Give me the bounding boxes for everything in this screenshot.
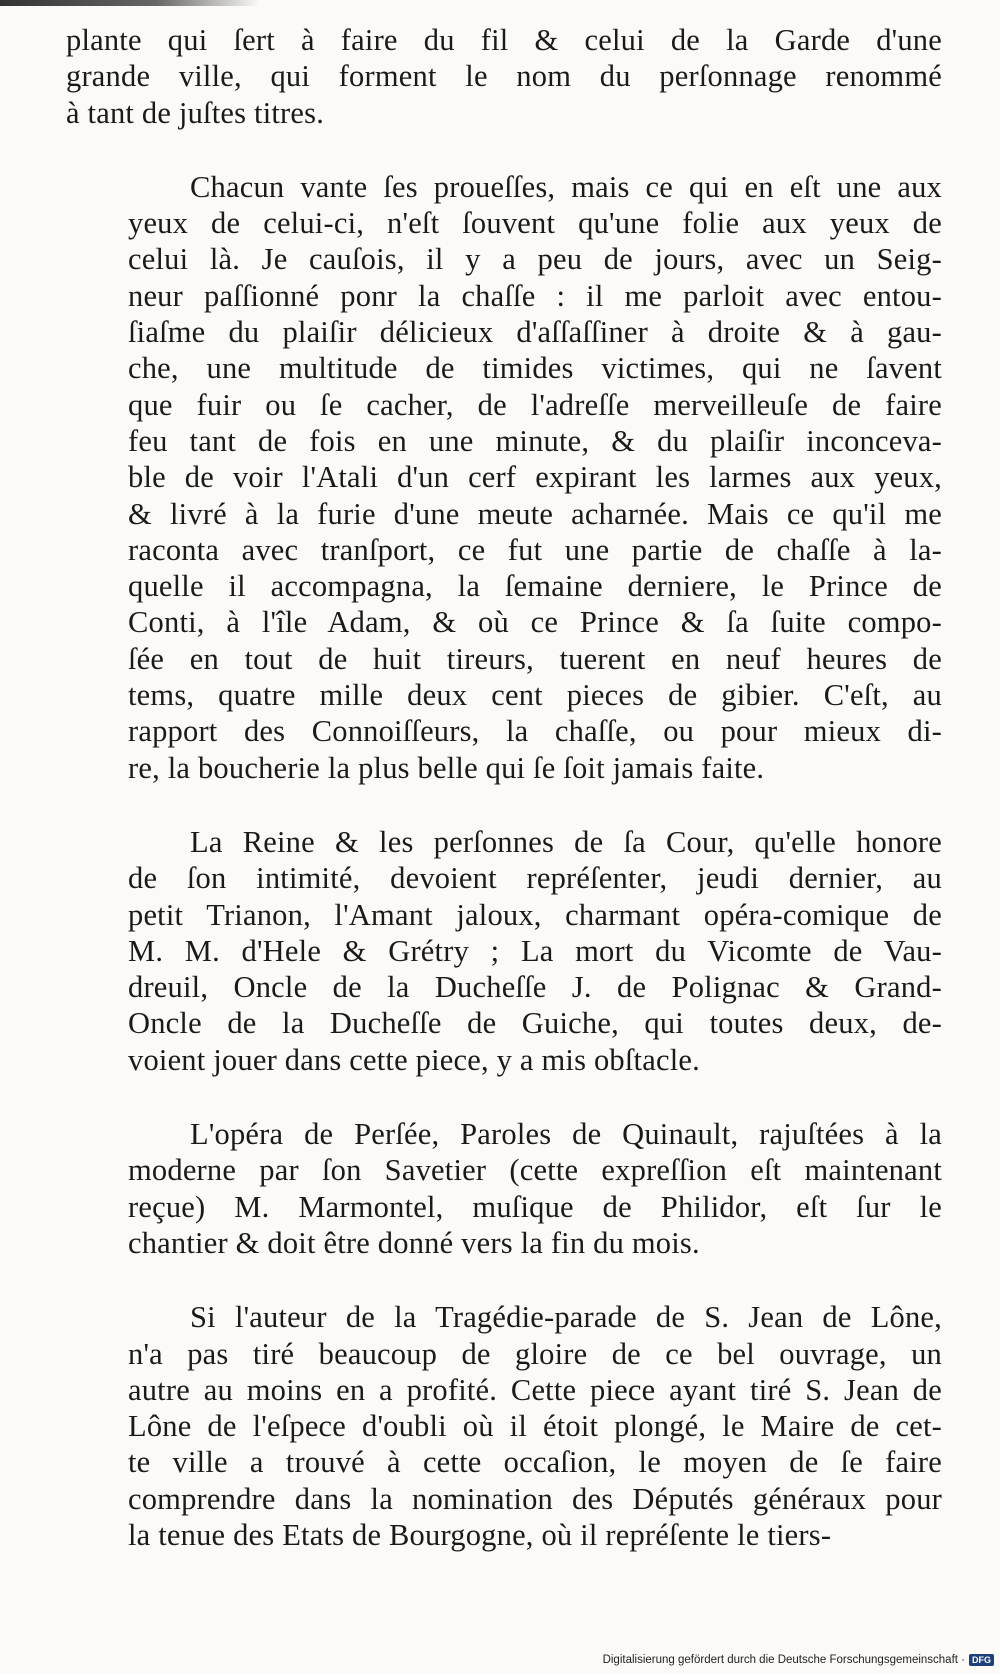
text-line: grande ville, qui forment le nom du perſonnage renommé bbox=[66, 59, 942, 94]
text-line: à tant de juſtes titres. bbox=[66, 95, 325, 130]
paragraph bbox=[66, 22, 942, 131]
text-line: que fuir ou ſe cacher, de l'adreſſe merveilleuſe de faire bbox=[128, 387, 942, 422]
text-line: chantier & doit être donné vers la fin du mois. bbox=[128, 1225, 700, 1260]
text-line: moderne par ſon Savetier (cette expreſſion eſt maintenant bbox=[128, 1153, 942, 1188]
text-line: reçue) M. Marmontel, muſique de Philidor, eſt ſur le bbox=[128, 1189, 942, 1224]
text-line: autre au moins en a profité. Cette piece ayant tiré S. Jean de bbox=[128, 1372, 942, 1407]
text-line: feu tant de fois en une minute, & du plaiſir inconceva- bbox=[128, 423, 942, 458]
text-line: comprendre dans la nomination des Députés généraux pour bbox=[128, 1481, 942, 1516]
text-line: petit Trianon, l'Amant jaloux, charmant opéra-comique de bbox=[128, 897, 942, 932]
text-line: la tenue des Etats de Bourgogne, où il repréſente le tiers- bbox=[128, 1517, 832, 1552]
text-line: Lône de l'eſpece d'oubli où il étoit plongé, le Maire de cet- bbox=[128, 1409, 942, 1444]
text-line: M. M. d'Hele & Grétry ; La mort du Vicomte de Vau- bbox=[128, 933, 942, 968]
page-text-body bbox=[66, 22, 942, 1591]
text-line: de ſon intimité, devoient repréſenter, jeudi dernier, au bbox=[128, 861, 942, 896]
digitization-footer bbox=[603, 1654, 994, 1666]
paragraph bbox=[66, 824, 942, 1078]
text-line: Oncle de la Ducheſſe de Guiche, qui toutes deux, de- bbox=[128, 1006, 942, 1041]
text-line: ſée en tout de huit tireurs, tuerent en neuf heures de bbox=[128, 641, 942, 676]
text-line: plante qui ſert à faire du fil & celui de la Garde d'une bbox=[66, 23, 942, 57]
paragraph bbox=[66, 1116, 942, 1261]
text-line: n'a pas tiré beaucoup de gloire de ce bel ouvrage, un bbox=[128, 1336, 942, 1371]
text-line: raconta avec tranſport, ce fut une partie de chaſſe à la- bbox=[128, 532, 942, 567]
text-line: L'opéra de Perſée, Paroles de Quinault, rajuſtées à la bbox=[190, 1117, 942, 1152]
text-line: che, une multitude de timides victimes, qui ne ſavent bbox=[128, 351, 942, 386]
text-line: ſiaſme du plaiſir délicieux d'aſſaſſiner à droite & à gau- bbox=[128, 315, 942, 350]
text-line: yeux de celui-ci, n'eſt ſouvent qu'une folie aux yeux de bbox=[128, 206, 942, 241]
text-line: Conti, à l'île Adam, & où ce Prince & ſa ſuite compo- bbox=[128, 605, 942, 640]
text-line: La Reine & les perſonnes de ſa Cour, qu'elle honore bbox=[190, 824, 942, 859]
text-line: te ville a trouvé à cette occaſion, le moyen de ſe faire bbox=[128, 1445, 942, 1480]
paragraph bbox=[66, 169, 942, 786]
text-line: Chacun vante ſes proueſſes, mais ce qui en eſt une aux bbox=[190, 169, 942, 204]
footer-credit: Digitalisierung gefördert durch die Deutsche Forschungsgemeinschaft · bbox=[602, 1654, 965, 1666]
text-line: celui là. Je cauſois, il y a peu de jours, avec un Seig- bbox=[128, 242, 942, 277]
page-edge-shadow bbox=[0, 0, 260, 6]
text-line: voient jouer dans cette piece, y a mis obſtacle. bbox=[128, 1042, 700, 1077]
paragraph bbox=[66, 1299, 942, 1553]
text-line: ble de voir l'Atali d'un cerf expirant les larmes aux yeux, bbox=[128, 460, 942, 495]
text-line: & livré à la furie d'une meute acharnée. Mais ce qu'il me bbox=[128, 496, 942, 531]
text-line: re, la boucherie la plus belle qui ſe ſoit jamais faite. bbox=[128, 750, 765, 785]
text-line: quelle il accompagna, la ſemaine derniere, le Prince de bbox=[128, 569, 942, 604]
text-line: tems, quatre mille deux cent pieces de gibier. C'eſt, au bbox=[128, 678, 942, 713]
text-line: rapport des Connoiſſeurs, la chaſſe, ou pour mieux di- bbox=[128, 714, 942, 749]
text-line: dreuil, Oncle de la Ducheſſe J. de Polignac & Grand- bbox=[128, 970, 942, 1005]
text-line: Si l'auteur de la Tragédie-parade de S. Jean de Lône, bbox=[190, 1300, 942, 1335]
dfg-logo-icon: DFG bbox=[969, 1654, 994, 1666]
text-line: neur paſſionné ponr la chaſſe : il me parloit avec entou- bbox=[128, 278, 942, 313]
